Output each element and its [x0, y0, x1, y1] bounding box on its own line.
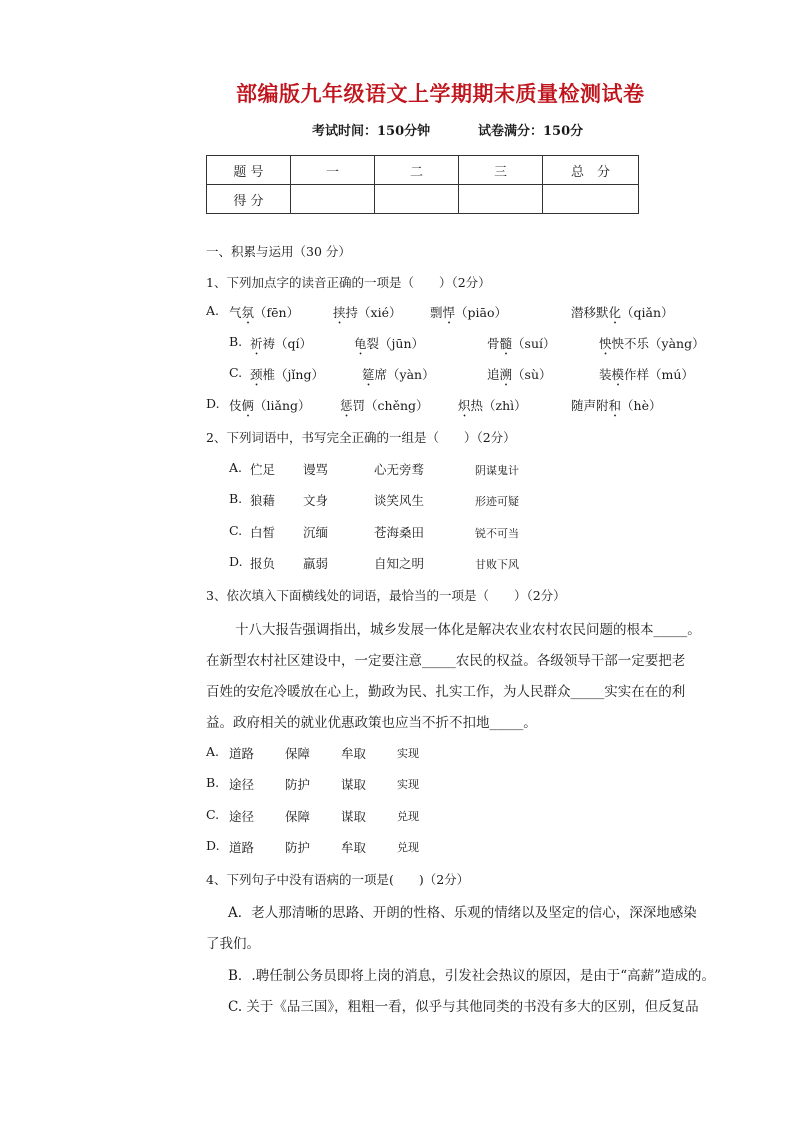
option-item: 龟裂（jūn） — [354, 336, 424, 351]
option-item: 筵席（yàn） — [362, 367, 435, 382]
option-line: C. 关于《品三国》，粗粗一看，似乎与其他同类的书没有多大的区别，但反复品 — [228, 999, 699, 1015]
passage-line: 在新型农村社区建设中，一定要注意_____农民的权益。各级领导干部一定要把老 — [206, 653, 686, 669]
option-word: 道路 — [229, 840, 255, 855]
option-word: 伫足 — [250, 462, 276, 477]
question-stem: 1、下列加点字的读音正确的一项是（ ）（2分） — [206, 275, 491, 290]
option-word: 牟取 — [341, 746, 367, 761]
score-table-header-row — [207, 156, 639, 185]
option-letter: A. — [229, 460, 243, 475]
score-cell: 二 — [375, 156, 459, 185]
option-item: 追溯（sù） — [487, 367, 552, 382]
option-letter: B. — [229, 334, 243, 349]
passage-line: 十八大报告强调指出，城乡发展一体化是解决农业农村农民问题的根本_____。 — [235, 622, 701, 638]
option-word: 保障 — [285, 746, 311, 761]
score-cell: 一 — [291, 156, 375, 185]
score-table — [206, 155, 639, 214]
option-word: 羸弱 — [303, 556, 329, 571]
option-word: 文身 — [303, 493, 329, 508]
option-letter: D. — [206, 838, 220, 853]
option-line: A．老人那清晰的思路、开朗的性格、乐观的情绪以及坚定的信心，深深地感染 — [228, 905, 697, 921]
option-word: 自知之明 — [374, 556, 425, 571]
option-word: 谩骂 — [303, 462, 329, 477]
option-word: 保障 — [285, 809, 311, 824]
option-letter: C. — [206, 807, 220, 822]
question-stem: 4、下列句子中没有语病的一项是( )（2分） — [206, 872, 470, 887]
score-table-score-row — [207, 185, 639, 214]
full-score: 试卷满分：150分 — [478, 124, 584, 139]
option-item: 随声附和（hè） — [571, 398, 662, 413]
option-word: 途径 — [229, 809, 255, 824]
option-item: 炽热（zhì） — [458, 398, 527, 413]
option-word: 谋取 — [341, 777, 367, 792]
option-word: 谈笑风生 — [374, 493, 425, 508]
option-item: 祈祷（qí） — [250, 336, 313, 351]
option-word: 甘败下风 — [475, 558, 519, 571]
section-heading: 一、积累与运用（30 分） — [206, 244, 351, 259]
option-word: 实现 — [397, 778, 419, 791]
option-word: 白皙 — [250, 525, 276, 540]
score-input-cell — [291, 185, 375, 214]
option-word: 锐不可当 — [475, 527, 519, 540]
option-item: 伎俩（liǎng） — [229, 398, 311, 413]
option-letter: C. — [229, 523, 243, 538]
score-input-cell — [375, 185, 459, 214]
option-word: 心无旁骛 — [374, 462, 425, 477]
option-word: 防护 — [285, 777, 311, 792]
exam-time: 考试时间：150分钟 — [312, 124, 431, 139]
score-cell: 得 分 — [207, 185, 291, 214]
option-letter: A. — [206, 744, 220, 759]
option-word: 兑现 — [397, 841, 419, 854]
option-letter: C. — [229, 365, 243, 380]
page-title: 部编版九年级语文上学期期末质量检测试卷 — [236, 82, 645, 106]
option-item: 颈椎（jǐng） — [250, 367, 324, 382]
option-word: 狼藉 — [250, 493, 276, 508]
option-word: 牟取 — [341, 840, 367, 855]
option-item: 骨髓（suí） — [487, 336, 556, 351]
score-cell: 三 — [459, 156, 543, 185]
option-word: 报负 — [250, 556, 276, 571]
option-item: 装模作样（mú） — [599, 367, 694, 382]
question-stem: 3、依次填入下面横线处的词语，最恰当的一项是（ ）（2分） — [206, 588, 566, 603]
passage-line: 百姓的安危冷暖放在心上，勤政为民、扎实工作，为人民群众_____实实在在的利 — [206, 684, 686, 700]
option-word: 实现 — [397, 747, 419, 760]
option-item: 怏怏不乐（yàng） — [599, 336, 705, 351]
option-item: 气氛（fēn） — [229, 305, 300, 320]
score-cell: 题 号 — [207, 156, 291, 185]
option-item: 惩罚（chěng） — [340, 398, 429, 413]
option-word: 防护 — [285, 840, 311, 855]
option-word: 道路 — [229, 746, 255, 761]
option-letter: D. — [206, 396, 220, 411]
option-word: 苍海桑田 — [374, 525, 425, 540]
option-word: 谋取 — [341, 809, 367, 824]
score-cell: 总 分 — [543, 156, 639, 185]
option-word: 沉缅 — [303, 525, 329, 540]
option-word: 形迹可疑 — [475, 495, 519, 508]
option-item: 剽悍（piāo） — [430, 305, 508, 320]
question-stem: 2、下列词语中，书写完全正确的一组是（ ）（2分） — [206, 430, 516, 445]
option-letter: D. — [229, 554, 243, 569]
option-letter: A. — [206, 303, 220, 318]
option-letter: B. — [229, 491, 243, 506]
score-input-cell — [543, 185, 639, 214]
option-word: 途径 — [229, 777, 255, 792]
option-item: 挟持（xié） — [333, 305, 402, 320]
option-word: 阴谋鬼计 — [475, 464, 519, 477]
option-line: 了我们。 — [206, 936, 260, 952]
option-word: 兑现 — [397, 810, 419, 823]
option-item: 潜移默化（qiǎn） — [571, 305, 674, 320]
option-letter: B. — [206, 775, 220, 790]
option-line: B．.聘任制公务员即将上岗的消息，引发社会热议的原因，是由于“高薪”造成的。 — [228, 968, 716, 984]
score-input-cell — [459, 185, 543, 214]
passage-line: 益。政府相关的就业优惠政策也应当不折不扣地_____。 — [206, 715, 537, 731]
